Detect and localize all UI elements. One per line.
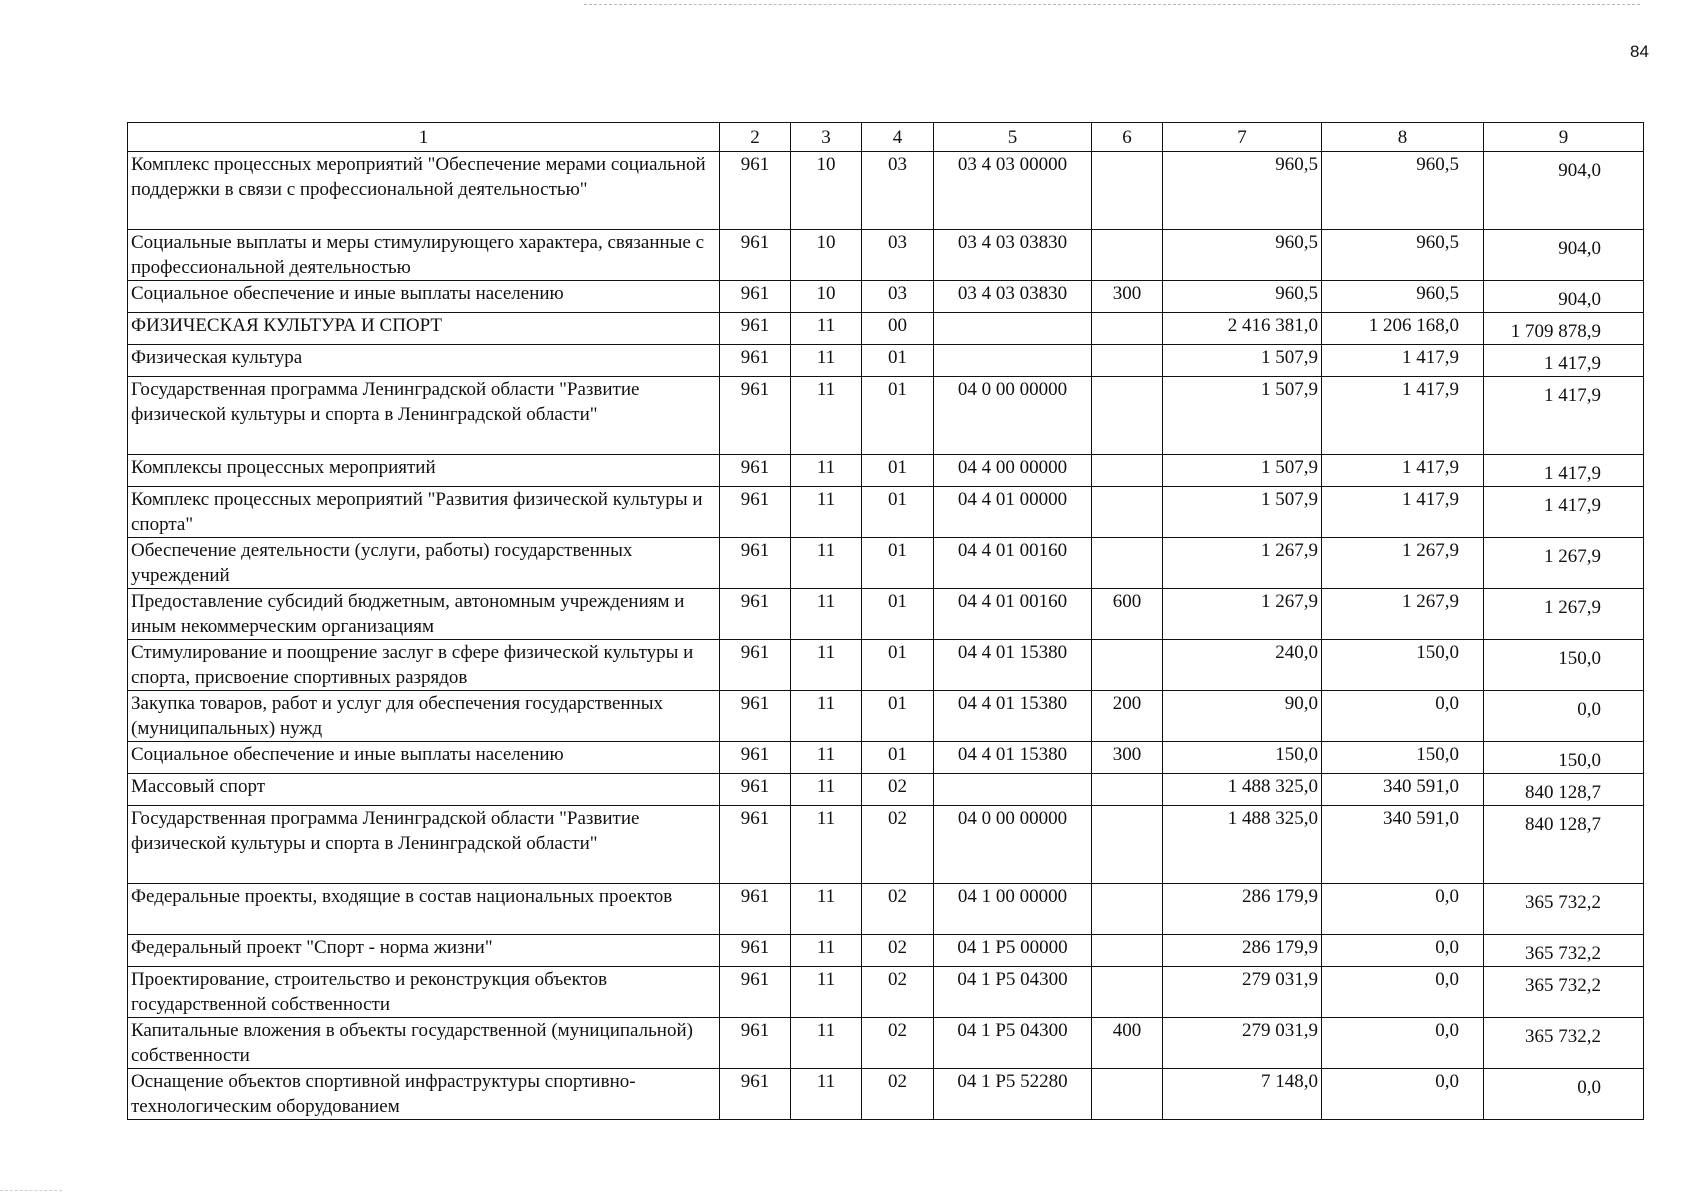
row-amount-3-cell: 0,0 [1484,1069,1644,1120]
row-expense-type-cell [1092,313,1163,345]
row-subsection-cell: 02 [862,1069,934,1120]
row-amount-3-cell: 904,0 [1484,230,1644,281]
column-header: 2 [720,123,791,152]
row-name-cell: Физическая культура [128,345,720,377]
row-amount-3-cell: 365 732,2 [1484,967,1644,1018]
row-grbs-cell: 961 [720,281,791,313]
row-section-cell: 11 [791,345,862,377]
row-expense-type-cell [1092,640,1163,691]
budget-table [127,122,1644,1120]
row-target-article-cell: 04 0 00 00000 [934,806,1092,884]
row-amount-3-cell: 365 732,2 [1484,935,1644,967]
row-name-cell: Оснащение объектов спортивной инфраструктуры спортивно-технологическим оборудованием [128,1069,720,1120]
row-name-cell: Капитальные вложения в объекты государственной (муниципальной) собственности [128,1018,720,1069]
row-grbs-cell: 961 [720,487,791,538]
row-grbs-cell: 961 [720,538,791,589]
row-amount-3-cell: 840 128,7 [1484,774,1644,806]
row-grbs-cell: 961 [720,774,791,806]
row-section-cell: 11 [791,487,862,538]
row-amount-3-cell: 0,0 [1484,691,1644,742]
row-amount-2-cell: 340 591,0 [1322,806,1484,884]
row-section-cell: 11 [791,1069,862,1120]
row-amount-3-cell: 1 709 878,9 [1484,313,1644,345]
table-row [128,345,1644,377]
row-amount-1-cell: 1 507,9 [1163,377,1322,455]
row-amount-3-cell: 1 267,9 [1484,538,1644,589]
table-row [128,884,1644,935]
column-header: 7 [1163,123,1322,152]
row-target-article-cell: 03 4 03 03830 [934,230,1092,281]
row-subsection-cell: 02 [862,935,934,967]
row-grbs-cell: 961 [720,967,791,1018]
row-expense-type-cell: 400 [1092,1018,1163,1069]
row-amount-3-cell: 365 732,2 [1484,1018,1644,1069]
row-section-cell: 10 [791,230,862,281]
row-subsection-cell: 01 [862,538,934,589]
row-amount-2-cell: 1 267,9 [1322,538,1484,589]
row-amount-2-cell: 0,0 [1322,884,1484,935]
row-amount-1-cell: 7 148,0 [1163,1069,1322,1120]
table-body [128,152,1644,1120]
row-grbs-cell: 961 [720,230,791,281]
row-amount-3-cell: 150,0 [1484,742,1644,774]
row-section-cell: 10 [791,152,862,230]
row-subsection-cell: 00 [862,313,934,345]
row-name-cell: ФИЗИЧЕСКАЯ КУЛЬТУРА И СПОРТ [128,313,720,345]
row-name-cell: Проектирование, строительство и реконструкция объектов государственной собственности [128,967,720,1018]
row-amount-2-cell: 960,5 [1322,152,1484,230]
table-row [128,742,1644,774]
row-subsection-cell: 01 [862,455,934,487]
page-number: 84 [1630,42,1649,61]
row-amount-1-cell: 150,0 [1163,742,1322,774]
row-section-cell: 11 [791,742,862,774]
row-name-cell: Социальное обеспечение и иные выплаты населению [128,742,720,774]
table-row [128,967,1644,1018]
row-name-cell: Государственная программа Ленинградской области "Развитие физической культуры и спорта в Ленинградской области" [128,806,720,884]
row-expense-type-cell [1092,538,1163,589]
row-section-cell: 11 [791,935,862,967]
table-row [128,377,1644,455]
row-target-article-cell: 04 1 00 00000 [934,884,1092,935]
row-subsection-cell: 01 [862,377,934,455]
column-header: 4 [862,123,934,152]
row-subsection-cell: 02 [862,967,934,1018]
row-name-cell: Обеспечение деятельности (услуги, работы) государственных учреждений [128,538,720,589]
row-expense-type-cell [1092,487,1163,538]
row-amount-1-cell: 1 488 325,0 [1163,774,1322,806]
row-expense-type-cell [1092,884,1163,935]
row-name-cell: Федеральный проект "Спорт - норма жизни" [128,935,720,967]
row-expense-type-cell [1092,935,1163,967]
row-subsection-cell: 01 [862,691,934,742]
row-grbs-cell: 961 [720,806,791,884]
row-amount-3-cell: 1 417,9 [1484,455,1644,487]
table-row [128,691,1644,742]
row-grbs-cell: 961 [720,377,791,455]
row-expense-type-cell: 600 [1092,589,1163,640]
row-section-cell: 11 [791,967,862,1018]
column-header: 3 [791,123,862,152]
row-section-cell: 11 [791,377,862,455]
table-row [128,230,1644,281]
column-header: 9 [1484,123,1644,152]
row-subsection-cell: 01 [862,742,934,774]
table-row [128,935,1644,967]
scan-margin-mark [0,1190,62,1191]
row-amount-2-cell: 1 417,9 [1322,377,1484,455]
row-grbs-cell: 961 [720,640,791,691]
row-grbs-cell: 961 [720,742,791,774]
row-amount-1-cell: 90,0 [1163,691,1322,742]
row-expense-type-cell [1092,345,1163,377]
table-row [128,538,1644,589]
row-grbs-cell: 961 [720,1018,791,1069]
row-amount-2-cell: 960,5 [1322,281,1484,313]
row-section-cell: 11 [791,313,862,345]
row-expense-type-cell [1092,152,1163,230]
row-name-cell: Закупка товаров, работ и услуг для обеспечения государственных (муниципальных) нужд [128,691,720,742]
column-header: 1 [128,123,720,152]
row-target-article-cell: 04 0 00 00000 [934,377,1092,455]
row-name-cell: Комплексы процессных мероприятий [128,455,720,487]
row-amount-2-cell: 1 206 168,0 [1322,313,1484,345]
row-section-cell: 10 [791,281,862,313]
row-name-cell: Социальное обеспечение и иные выплаты населению [128,281,720,313]
row-target-article-cell: 04 4 01 15380 [934,691,1092,742]
row-subsection-cell: 03 [862,230,934,281]
row-name-cell: Стимулирование и поощрение заслуг в сфере физической культуры и спорта, присвоение спортивных разрядов [128,640,720,691]
row-amount-2-cell: 0,0 [1322,967,1484,1018]
row-subsection-cell: 02 [862,806,934,884]
row-section-cell: 11 [791,640,862,691]
row-expense-type-cell [1092,967,1163,1018]
row-amount-1-cell: 240,0 [1163,640,1322,691]
row-grbs-cell: 961 [720,1069,791,1120]
row-subsection-cell: 02 [862,884,934,935]
row-amount-2-cell: 1 417,9 [1322,345,1484,377]
table-row [128,281,1644,313]
row-expense-type-cell [1092,230,1163,281]
row-target-article-cell: 04 4 01 15380 [934,640,1092,691]
row-target-article-cell: 04 1 P5 00000 [934,935,1092,967]
row-grbs-cell: 961 [720,589,791,640]
table-row [128,152,1644,230]
row-amount-1-cell: 286 179,9 [1163,884,1322,935]
row-grbs-cell: 961 [720,691,791,742]
row-amount-1-cell: 960,5 [1163,152,1322,230]
row-name-cell: Комплекс процессных мероприятий "Развития физической культуры и спорта" [128,487,720,538]
row-amount-3-cell: 1 417,9 [1484,487,1644,538]
row-amount-3-cell: 365 732,2 [1484,884,1644,935]
row-amount-2-cell: 1 417,9 [1322,455,1484,487]
row-amount-1-cell: 279 031,9 [1163,1018,1322,1069]
row-subsection-cell: 01 [862,487,934,538]
row-target-article-cell: 03 4 03 03830 [934,281,1092,313]
row-target-article-cell [934,313,1092,345]
row-expense-type-cell [1092,806,1163,884]
row-grbs-cell: 961 [720,455,791,487]
row-section-cell: 11 [791,538,862,589]
row-amount-1-cell: 1 267,9 [1163,589,1322,640]
column-header: 5 [934,123,1092,152]
table-row [128,1069,1644,1120]
row-amount-1-cell: 279 031,9 [1163,967,1322,1018]
column-header: 6 [1092,123,1163,152]
row-name-cell: Массовый спорт [128,774,720,806]
row-target-article-cell [934,345,1092,377]
row-expense-type-cell: 300 [1092,742,1163,774]
row-section-cell: 11 [791,589,862,640]
row-subsection-cell: 01 [862,640,934,691]
row-target-article-cell: 04 1 P5 04300 [934,1018,1092,1069]
row-amount-1-cell: 960,5 [1163,281,1322,313]
row-section-cell: 11 [791,1018,862,1069]
row-amount-3-cell: 1 417,9 [1484,345,1644,377]
table-row [128,806,1644,884]
row-amount-2-cell: 1 267,9 [1322,589,1484,640]
scan-top-line [584,4,1640,5]
row-section-cell: 11 [791,806,862,884]
row-amount-2-cell: 340 591,0 [1322,774,1484,806]
row-section-cell: 11 [791,691,862,742]
row-target-article-cell [934,774,1092,806]
row-expense-type-cell [1092,377,1163,455]
table-row [128,640,1644,691]
row-subsection-cell: 01 [862,589,934,640]
row-amount-3-cell: 840 128,7 [1484,806,1644,884]
row-expense-type-cell: 200 [1092,691,1163,742]
row-subsection-cell: 02 [862,1018,934,1069]
row-amount-2-cell: 150,0 [1322,742,1484,774]
row-amount-2-cell: 0,0 [1322,935,1484,967]
row-amount-3-cell: 904,0 [1484,152,1644,230]
table-row [128,455,1644,487]
row-target-article-cell: 04 1 P5 04300 [934,967,1092,1018]
row-amount-3-cell: 1 417,9 [1484,377,1644,455]
row-target-article-cell: 04 4 00 00000 [934,455,1092,487]
row-amount-1-cell: 1 507,9 [1163,455,1322,487]
row-amount-3-cell: 1 267,9 [1484,589,1644,640]
row-amount-1-cell: 960,5 [1163,230,1322,281]
row-subsection-cell: 02 [862,774,934,806]
row-target-article-cell: 03 4 03 00000 [934,152,1092,230]
row-section-cell: 11 [791,884,862,935]
row-expense-type-cell: 300 [1092,281,1163,313]
row-expense-type-cell [1092,455,1163,487]
table-header-row [128,123,1644,152]
row-amount-2-cell: 1 417,9 [1322,487,1484,538]
row-grbs-cell: 961 [720,935,791,967]
table-row [128,589,1644,640]
table-row [128,774,1644,806]
table-row [128,313,1644,345]
row-section-cell: 11 [791,455,862,487]
row-amount-3-cell: 904,0 [1484,281,1644,313]
row-name-cell: Комплекс процессных мероприятий "Обеспечение мерами социальной поддержки в связи с профессиональной деятельностью" [128,152,720,230]
row-amount-1-cell: 286 179,9 [1163,935,1322,967]
row-amount-1-cell: 1 507,9 [1163,487,1322,538]
row-amount-1-cell: 1 267,9 [1163,538,1322,589]
row-target-article-cell: 04 1 P5 52280 [934,1069,1092,1120]
row-amount-2-cell: 0,0 [1322,691,1484,742]
row-target-article-cell: 04 4 01 00000 [934,487,1092,538]
row-amount-3-cell: 150,0 [1484,640,1644,691]
row-target-article-cell: 04 4 01 15380 [934,742,1092,774]
row-name-cell: Предоставление субсидий бюджетным, автономным учреждениям и иным некоммерческим организациям [128,589,720,640]
row-name-cell: Федеральные проекты, входящие в состав национальных проектов [128,884,720,935]
row-grbs-cell: 961 [720,152,791,230]
column-header: 8 [1322,123,1484,152]
row-subsection-cell: 03 [862,152,934,230]
row-name-cell: Социальные выплаты и меры стимулирующего характера, связанные с профессиональной деятельностью [128,230,720,281]
row-amount-1-cell: 1 488 325,0 [1163,806,1322,884]
row-subsection-cell: 03 [862,281,934,313]
row-amount-2-cell: 0,0 [1322,1018,1484,1069]
row-target-article-cell: 04 4 01 00160 [934,589,1092,640]
row-expense-type-cell [1092,1069,1163,1120]
row-grbs-cell: 961 [720,313,791,345]
row-amount-1-cell: 1 507,9 [1163,345,1322,377]
row-subsection-cell: 01 [862,345,934,377]
row-amount-2-cell: 960,5 [1322,230,1484,281]
table-row [128,1018,1644,1069]
row-section-cell: 11 [791,774,862,806]
row-amount-1-cell: 2 416 381,0 [1163,313,1322,345]
row-target-article-cell: 04 4 01 00160 [934,538,1092,589]
table-row [128,487,1644,538]
row-name-cell: Государственная программа Ленинградской области "Развитие физической культуры и спорта в Ленинградской области" [128,377,720,455]
row-amount-2-cell: 0,0 [1322,1069,1484,1120]
row-amount-2-cell: 150,0 [1322,640,1484,691]
row-grbs-cell: 961 [720,884,791,935]
row-grbs-cell: 961 [720,345,791,377]
row-expense-type-cell [1092,774,1163,806]
